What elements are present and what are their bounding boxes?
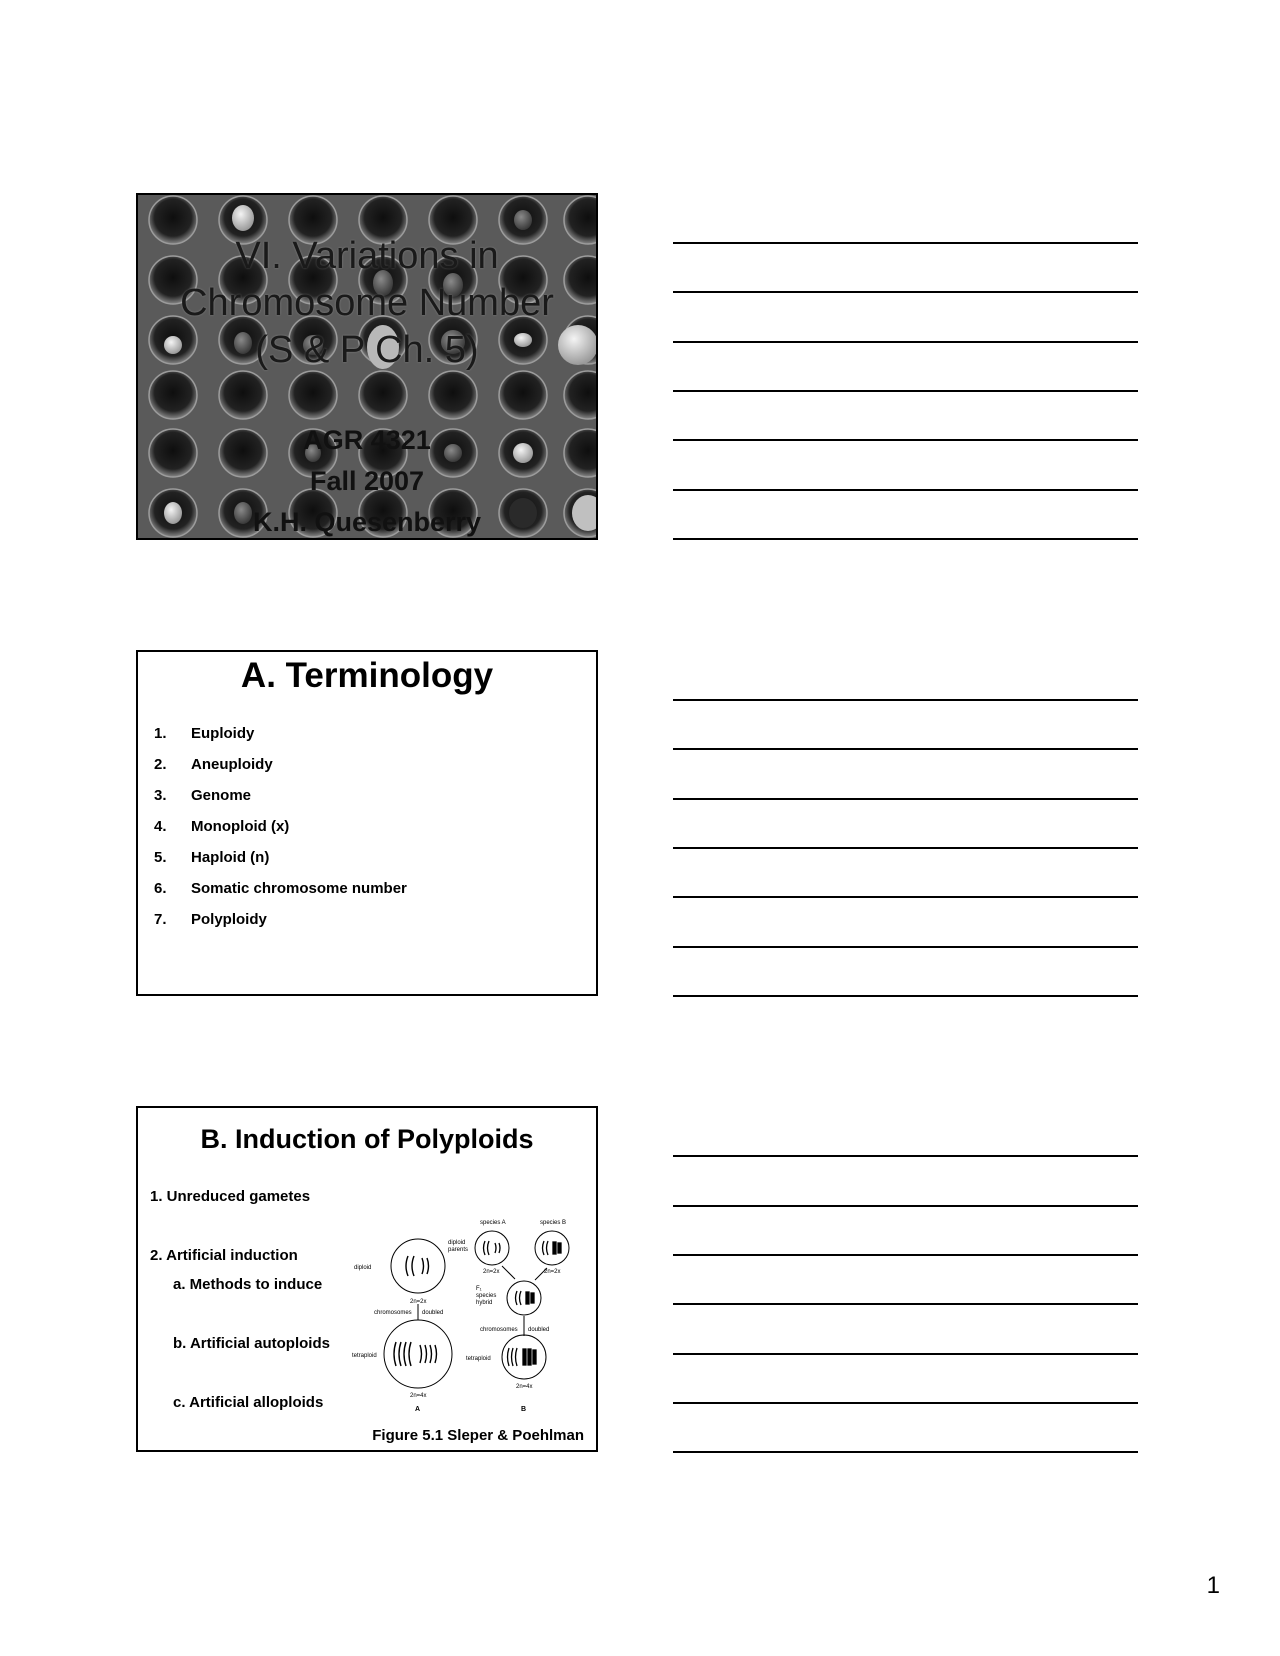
- page-number: 1: [1206, 1572, 1220, 1599]
- slide-title: B. Induction of Polyploids: [200, 1124, 534, 1154]
- fig-label: doubled: [422, 1310, 444, 1316]
- fig-label: doubled: [528, 1327, 550, 1333]
- fig-label: 2n=2x: [410, 1299, 427, 1305]
- list-number: 4.: [154, 818, 167, 835]
- notes-line: [673, 1402, 1138, 1404]
- list-item: [138, 873, 596, 904]
- title-line: VI. Variations in: [235, 235, 499, 277]
- outline-subitem: c. Artificial alloploids: [173, 1394, 324, 1411]
- notes-line: [673, 390, 1138, 392]
- arrow: [502, 1266, 515, 1279]
- list-text: Polyploidy: [191, 911, 267, 928]
- chromosome-icon: [406, 1256, 429, 1276]
- notes-line: [673, 1353, 1138, 1355]
- list-number: 1.: [154, 725, 167, 742]
- fig-label: 2n=2x: [544, 1269, 561, 1275]
- course-code: AGR 4321: [303, 425, 431, 455]
- list-number: 3.: [154, 787, 167, 804]
- list-number: 5.: [154, 849, 167, 866]
- fig-label: F₁: [476, 1286, 482, 1292]
- fig-label: chromosomes: [480, 1327, 518, 1333]
- title-slide-subtitle: [138, 420, 596, 540]
- notes-line: [673, 1254, 1138, 1256]
- notes-line: [673, 242, 1138, 244]
- list-text: Euploidy: [191, 725, 255, 742]
- outline-subitem: b. Artificial autoploids: [173, 1335, 330, 1352]
- notes-line: [673, 489, 1138, 491]
- hybrid-cell: [507, 1281, 541, 1315]
- term-list: [138, 718, 596, 935]
- notes-line: [673, 538, 1138, 540]
- polyploid-figure: [352, 1216, 592, 1416]
- fig-label: 2n=2x: [483, 1269, 500, 1275]
- semester: Fall 2007: [309, 466, 425, 496]
- title-line: Chromosome Number: [180, 282, 554, 324]
- chromosome-icon: [508, 1348, 537, 1366]
- terminology-slide: [136, 650, 598, 996]
- fig-label: hybrid: [476, 1300, 493, 1306]
- notes-line: [673, 341, 1138, 343]
- notes-line: [673, 699, 1138, 701]
- title-slide: [136, 193, 598, 540]
- notes-line: [673, 439, 1138, 441]
- notes-line: [673, 847, 1138, 849]
- notes-line: [673, 1155, 1138, 1157]
- outline-item: 1. Unreduced gametes: [150, 1188, 311, 1205]
- list-item: [138, 749, 596, 780]
- list-number: 2.: [154, 756, 167, 773]
- list-item: [138, 718, 596, 749]
- fig-label: 2n=4x: [410, 1393, 427, 1399]
- chromosome-icon: [394, 1342, 437, 1366]
- fig-label: 2n=4x: [516, 1384, 533, 1390]
- notes-line: [673, 1205, 1138, 1207]
- species-a-cell: [475, 1231, 509, 1265]
- fig-label: tetraploid: [352, 1353, 377, 1359]
- outline-subitem: a. Methods to induce: [173, 1276, 323, 1293]
- list-item: [138, 842, 596, 873]
- diploid-cell: [391, 1239, 445, 1293]
- notes-line: [673, 798, 1138, 800]
- notes-line: [673, 1451, 1138, 1453]
- author: K.H. Quesenberry: [252, 507, 482, 537]
- induction-slide: [136, 1106, 598, 1452]
- list-item: [138, 904, 596, 935]
- notes-line: [673, 995, 1138, 997]
- list-text: Genome: [191, 787, 252, 804]
- notes-line: [673, 748, 1138, 750]
- notes-line: [673, 291, 1138, 293]
- list-number: 6.: [154, 880, 167, 897]
- list-item: [138, 780, 596, 811]
- list-text: Haploid (n): [191, 849, 270, 866]
- fig-label: B: [521, 1406, 527, 1413]
- list-item: [138, 811, 596, 842]
- fig-label: diploid: [354, 1265, 372, 1271]
- chromosome-icon: [543, 1241, 562, 1255]
- fig-label: tetraploid: [466, 1356, 491, 1362]
- slide-title: A. Terminology: [240, 656, 494, 695]
- outline-item: 2. Artificial induction: [150, 1247, 298, 1264]
- fig-label: chromosomes: [374, 1310, 412, 1316]
- chromosome-icon: [484, 1241, 501, 1255]
- fig-label: A: [415, 1406, 421, 1413]
- species-b-cell: [535, 1231, 569, 1265]
- fig-label: diploid: [448, 1240, 466, 1246]
- title-line: (S & P Ch. 5): [255, 329, 479, 371]
- list-text: Monoploid (x): [191, 818, 290, 835]
- notes-line: [673, 896, 1138, 898]
- list-number: 7.: [154, 911, 167, 928]
- fig-label: species A: [480, 1220, 506, 1226]
- notes-line: [673, 1303, 1138, 1305]
- fig-label: parents: [448, 1247, 469, 1253]
- notes-line: [673, 946, 1138, 948]
- title-slide-heading: [138, 233, 596, 374]
- fig-label: species B: [540, 1220, 567, 1226]
- list-text: Aneuploidy: [191, 756, 273, 773]
- chromosome-icon: [516, 1291, 535, 1305]
- list-text: Somatic chromosome number: [191, 880, 407, 897]
- figure-caption: Figure 5.1 Sleper & Poehlman: [372, 1427, 584, 1444]
- fig-label: species: [476, 1293, 497, 1299]
